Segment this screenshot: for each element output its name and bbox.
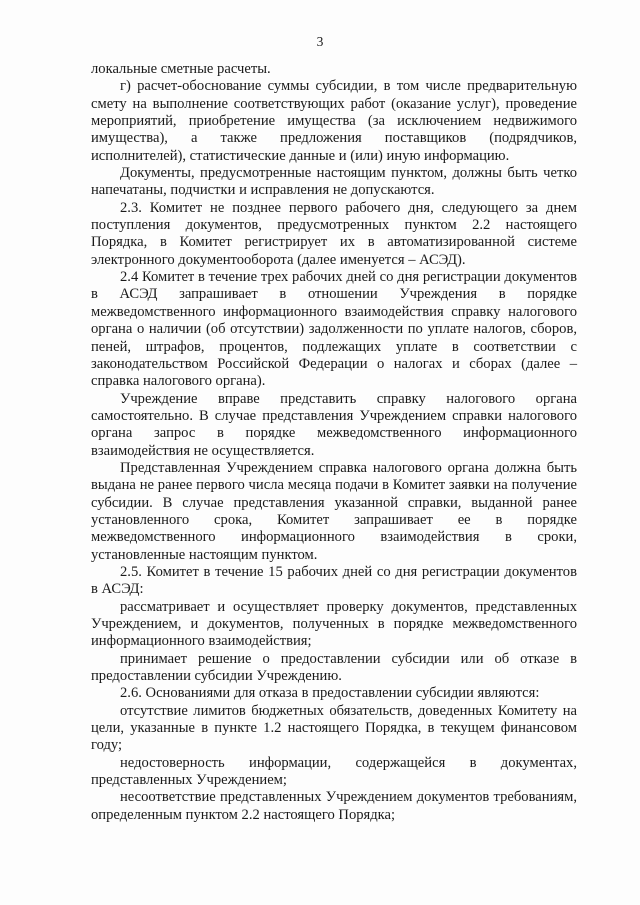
paragraph-12: отсутствие лимитов бюджетных обязательств, доведенных Комитету на цели, указанные в пункте 1.2 настоящего Порядка, в текущем финансовом году; — [91, 702, 577, 754]
paragraph-1: локальные сметные расчеты. — [91, 61, 271, 77]
page-number: 3 — [316, 34, 324, 49]
paragraph-13: недостоверность информации, содержащейся в документах, представленных Учреждением; — [91, 754, 577, 789]
paragraph-7: Представленная Учреждением справка налогового органа должна быть выдана не ранее первого числа месяца подачи в Комитет заявки на получение субсидии. В случае представления указанной справки, выданной ранее установленного срока, Комитет запрашивает ее в порядке межведомственного информационного взаимодействия в сроки, установленные настоящим пунктом. — [91, 459, 577, 563]
paragraph-14: несоответствие представленных Учреждением документов требованиям, определенным пунктом 2.2 настоящего Порядка; — [91, 789, 577, 823]
paragraph-10: принимает решение о предоставлении субсидии или об отказе в предоставлении субсидии Учреждению. — [91, 650, 577, 685]
paragraph-11: 2.6. Основаниями для отказа в предоставлении субсидии являются: — [120, 685, 540, 702]
body-text — [91, 61, 577, 824]
paragraph-5: 2.4 Комитет в течение трех рабочих дней со дня регистрации документов в АСЭД запрашивает в отношении Учреждения в порядке межведомственного информационного взаимодействия справку налогового органа о наличии (об отсутствии) задолженности по уплате налогов, сборов, пеней, штрафов, процентов, подлежащих уплате в соответствии с законодательством Российской Федерации о налогах и сборах (далее – справка налогового органа). — [91, 269, 577, 390]
paragraph-9: рассматривает и осуществляет проверку документов, представленных Учреждением, и документов, полученных в порядке межведомственного информационного взаимодействия; — [91, 598, 577, 650]
paragraph-6: Учреждение вправе представить справку налогового органа самостоятельно. В случае представления Учреждением справки налогового органа запрос в порядке межведомственного информационного взаимодействия не осуществляется. — [91, 390, 577, 459]
paragraph-8: 2.5. Комитет в течение 15 рабочих дней со дня регистрации документов в АСЭД: — [91, 563, 577, 598]
paragraph-3: Документы, предусмотренные настоящим пунктом, должны быть четко напечатаны, подчистки и исправления не допускаются. — [91, 165, 577, 199]
paragraph-4: 2.3. Комитет не позднее первого рабочего дня, следующего за днем поступления документов, предусмотренных пунктом 2.2 настоящего Порядка, в Комитет регистрирует их в автоматизированной системе электронного документооборота (далее именуется – АСЭД). — [91, 199, 577, 268]
paragraph-2: г) расчет-обоснование суммы субсидии, в том числе предварительную смету на выполнение соответствующих работ (оказание услуг), проведение мероприятий, приобретение имущества (за исключением недвижимого имущества), а также предложения поставщиков (подрядчиков, исполнителей), статистические данные и (или) иную информацию. — [91, 78, 577, 164]
